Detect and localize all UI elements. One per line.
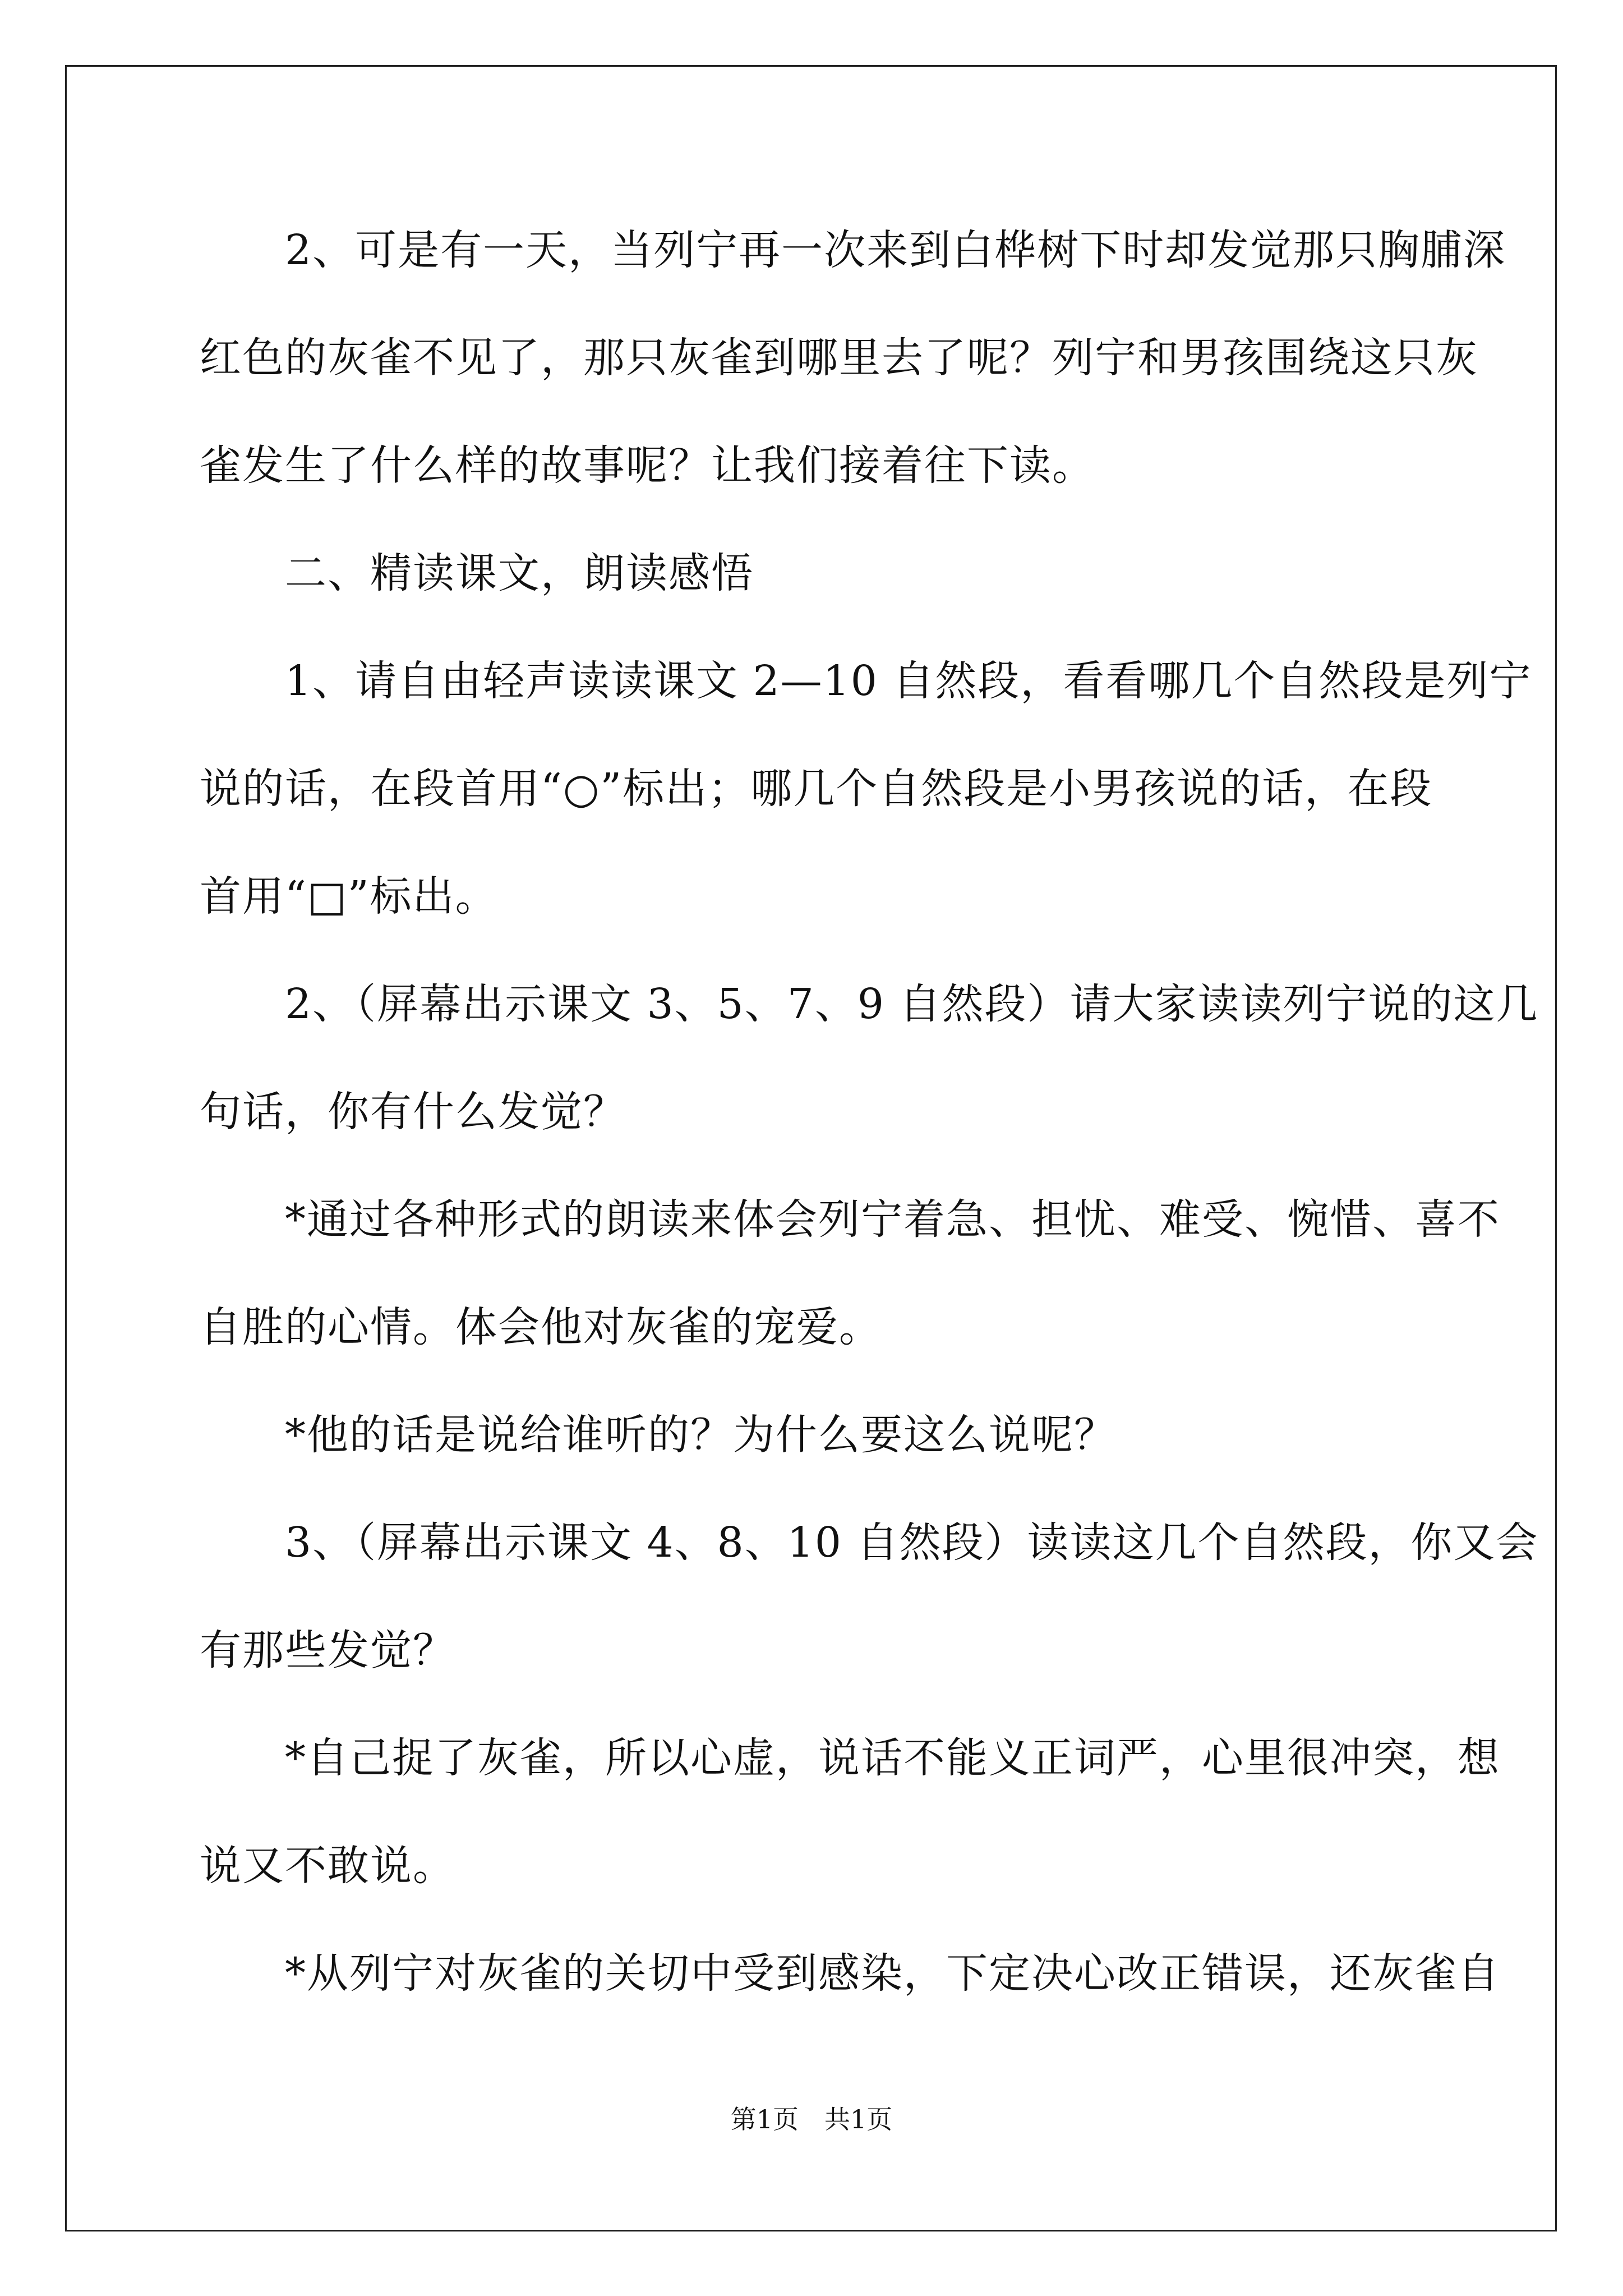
page-footer: 第1页 共1页 <box>730 2104 893 2134</box>
text-line-16: 说又不敢说。 <box>200 1842 455 1890</box>
text-line-2: 红色的灰雀不见了，那只灰雀到哪里去了呢？列宁和男孩围绕这只灰 <box>200 334 1478 382</box>
text-line-9: 句话，你有什么发觉？ <box>200 1088 626 1136</box>
text-line-1: 2、可是有一天，当列宁再一次来到白桦树下时却发觉那只胸脯深 <box>200 226 1506 274</box>
text-line-11: 自胜的心情。体会他对灰雀的宠爱。 <box>200 1303 882 1351</box>
page-border <box>65 65 1557 2231</box>
text-line-15: *自己捉了灰雀，所以心虚，说话不能义正词严，心里很冲突，想 <box>200 1734 1500 1782</box>
text-line-5: 1、请自由轻声读读课文 2—10 自然段，看看哪几个自然段是列宁 <box>200 657 1532 705</box>
text-line-14: 有那些发觉？ <box>200 1626 455 1674</box>
text-line-12: *他的话是说给谁听的？为什么要这么说呢？ <box>200 1411 1117 1459</box>
text-line-3: 雀发生了什么样的故事呢？让我们接着往下读。 <box>200 441 1095 490</box>
text-line-8: 2、（屏幕出示课文 3、5、7、9 自然段）请大家读读列宁说的这几 <box>200 980 1539 1028</box>
text-line-6: 说的话，在段首用“○”标出；哪几个自然段是小男孩说的话，在段 <box>200 765 1433 813</box>
text-line-17: *从列宁对灰雀的关切中受到感染，下定决心改正错误，还灰雀自 <box>200 1949 1500 1998</box>
text-line-10: *通过各种形式的朗读来体会列宁着急、担忧、难受、惋惜、喜不 <box>200 1195 1500 1244</box>
text-line-7: 首用“□”标出。 <box>200 872 498 921</box>
section-heading: 二、精读课文，朗读感悟 <box>200 549 754 597</box>
text-line-13: 3、（屏幕出示课文 4、8、10 自然段）读读这几个自然段，你又会 <box>200 1519 1539 1567</box>
